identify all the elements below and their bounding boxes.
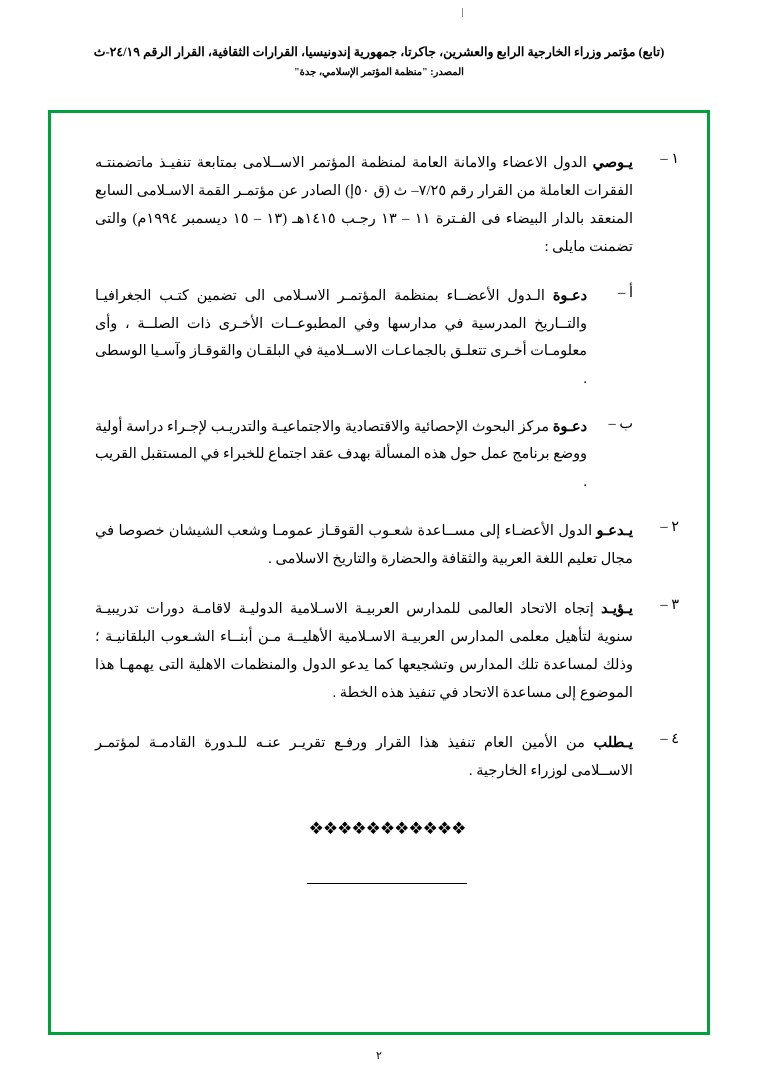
clause-lead-verb: يـدعـو	[596, 522, 634, 539]
clause-lead-verb: يـطلب	[593, 734, 634, 751]
subitem-row	[95, 414, 679, 497]
clause-number: ٣ –	[660, 596, 679, 613]
clause-paragraph: الدول الأعضـاء إلى مســاعدة شعـوب القوقـاز عمومـا وشعب الشيشان خصوصا في مجال تعليم اللغة العربية والثقافة والحضارة والتاريخ الاسلامى .	[95, 522, 633, 567]
clause-number: ١ –	[660, 151, 679, 167]
clause-paragraph: من الأمين العام تنفيذ هذا القرار ورفـع تقريـر عنـه للـدورة القادمـة لمؤتمـر الاســلامى لوزراء الخارجية .	[95, 734, 633, 779]
clause-lead-verb: يـوصي	[592, 155, 633, 171]
clause-text	[95, 149, 633, 261]
green-border-frame	[48, 110, 710, 1035]
clause-row	[95, 149, 679, 261]
document-header	[0, 44, 758, 78]
subitem-letter: ب –	[608, 415, 633, 432]
clause-row	[95, 595, 679, 707]
page-tick-mark	[462, 8, 463, 17]
subitem-text	[95, 414, 587, 497]
subitem-paragraph: مركز البحوث الإحصائية والاقتصادية والاجتماعيـة والتدريـب لإجـراء دراسة أولية ووضع برنامج عمل حول هذه المسألة بهدف عقد اجتماع للخبراء في المستقبل القريب .	[95, 418, 587, 490]
ornament-divider: ❖❖❖❖❖❖❖❖❖❖❖	[308, 818, 466, 838]
horizontal-rule	[307, 883, 467, 884]
clause-text	[95, 595, 633, 707]
clause-paragraph: الدول الاعضاء والامانة العامة لمنظمة المؤتمر الاســلامى بمتابعة تنفيـذ ماتضمنتـه الفقرات العاملة من القرار رقم ٧/٢٥– ث (ق ٥٠إ) الصادر عن مؤتمـر القمة الاسـلامى السابع المنعقد بالدار البيضاء فى الفـترة ١١ – ١٣ رجـب ١٤١٥هـ (١٣ – ١٥ ديسمبر ١٩٩٤م) والتى تضمنت مايلى :	[95, 155, 633, 256]
clause-row	[95, 729, 679, 785]
clause-text	[95, 517, 633, 573]
clause-lead-verb: يـؤيـد	[601, 600, 633, 617]
clause-number: ٤ –	[660, 730, 679, 747]
page-number: ٢	[376, 1050, 382, 1062]
clause-paragraph: إتجاه الاتحاد العالمى للمدارس العربيـة الاسـلامية الدوليـة لاقامـة دورات تدريبيـة سنوية لتأهيل معلمى المدارس العربيـة الاسـلامية الأهليــة مـن أبنــاء الشـعوب البلقانيـة ؛ وذلك لمساعدة تلك المدارس وتشجيعها كما يدعو الدول والمنظمات الاهلية التى يهمهـا هذا الموضوع إلى مساعدة الاتحاد في تنفيذ هذه الخطة .	[95, 600, 633, 701]
subitem-letter: أ –	[618, 285, 633, 302]
subitem-lead-verb: دعـوة	[552, 288, 587, 305]
subitem-lead-verb: دعـوة	[552, 418, 587, 435]
subitem-row	[95, 283, 679, 394]
subitem-paragraph: الـدول الأعضــاء بمنظمة المؤتمـر الاسـلامى الى تضمين كتـب الجغرافيـا والتــاريخ المدرسية في مدارسها وفي المطبوعــات الأخـرى ذات الصلــة ، وأى معلومـات أخـرى تتعلـق بالجماعـات الاســلامية في البلقـان والقوقـاز وآسـيا الوسطى .	[95, 288, 587, 388]
header-source-line: المصدر: "منظمة المؤتمر الإسلامي، جدة"	[294, 67, 464, 78]
header-title-line: (تابع) مؤتمر وزراء الخارجية الرابع والعشرين، جاكرتا، جمهورية إندونيسيا، القرارات الثقافية، القرار الرقم ٢٤/١٩-ث	[93, 45, 665, 59]
resolution-body	[95, 149, 679, 884]
clause-text	[95, 729, 633, 785]
clause-number: ٢ –	[660, 518, 679, 535]
subitem-text	[95, 283, 587, 394]
clause-row	[95, 517, 679, 573]
